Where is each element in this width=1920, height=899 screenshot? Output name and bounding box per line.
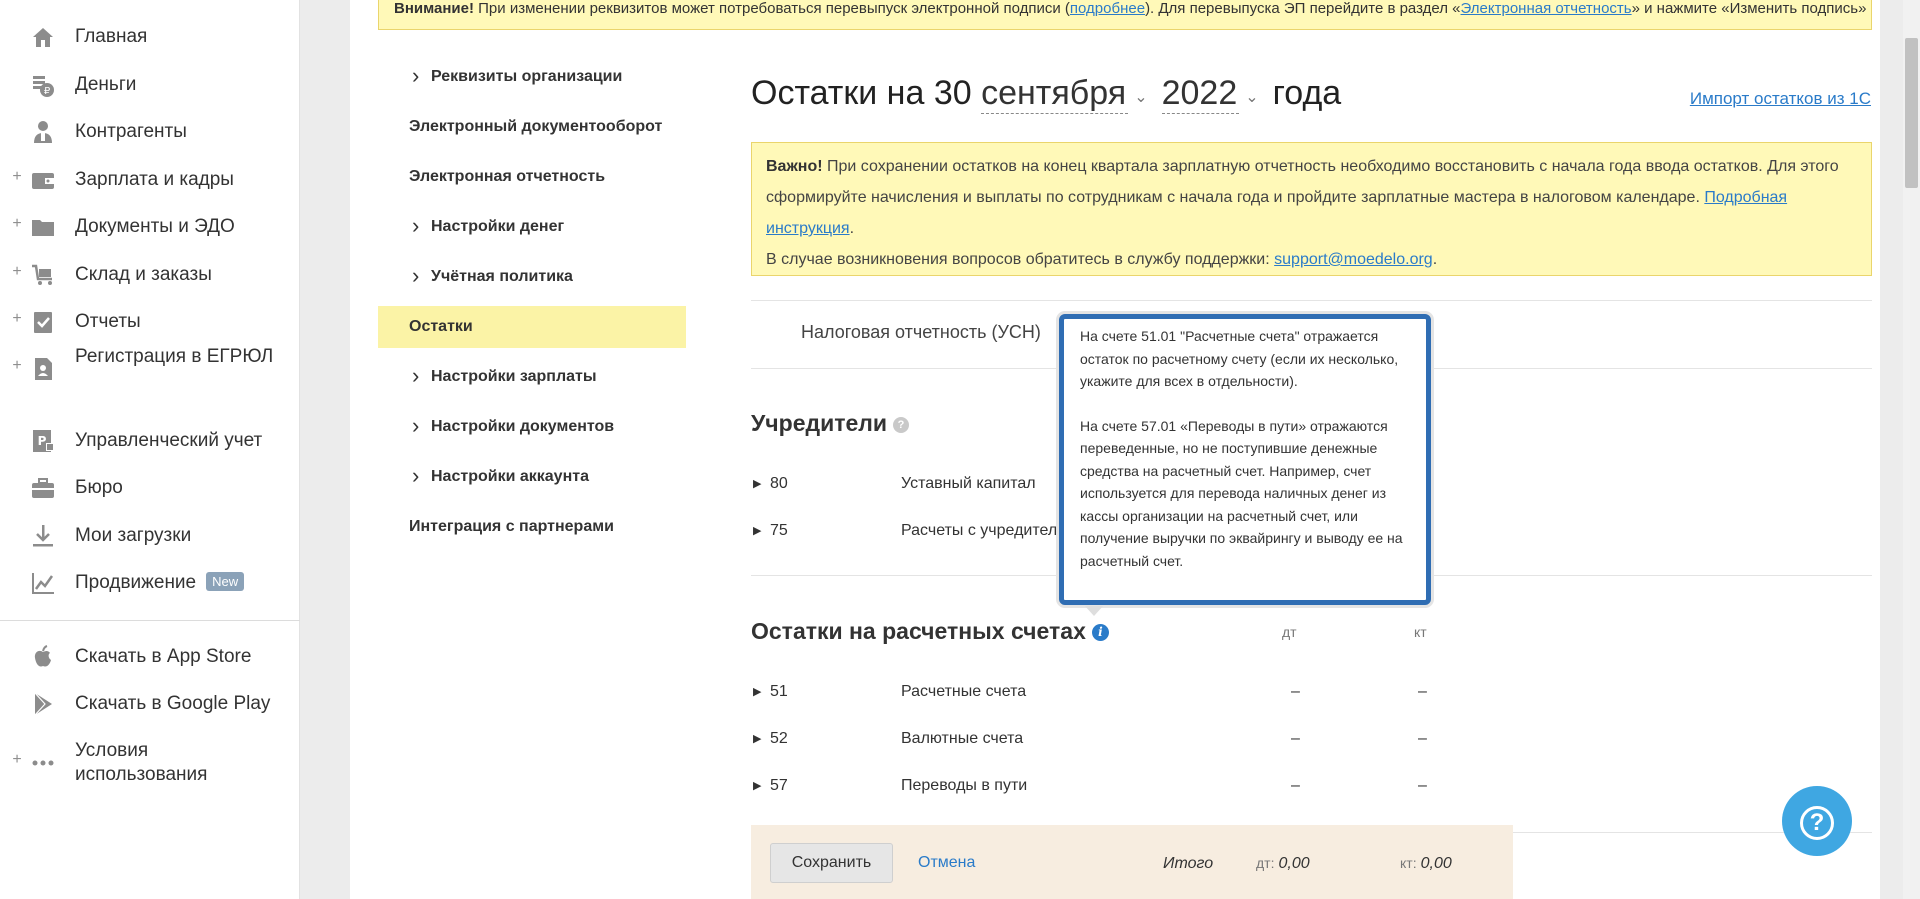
warning-bold: Внимание! [394, 0, 474, 17]
debit-value[interactable]: – [1291, 683, 1300, 700]
sidebar-item-label [75, 645, 251, 669]
debit-value[interactable]: – [1291, 730, 1300, 747]
sidebar-item-label [75, 571, 244, 595]
sidebar-item-label [75, 120, 187, 144]
notice-text: При сохранении остатков на конец квартала зарплатную отчетность необходимо восстановить с начала года ввода остатков. Для этого сформируйте начисления и выплаты по сотрудникам с начала года и пройдите зарплатные мастера в налоговом календаре. [766, 158, 1839, 206]
chevron-down-icon[interactable]: ⌄ [1245, 89, 1259, 106]
account-code: 51 [770, 683, 788, 700]
expand-plus-icon[interactable]: + [12, 357, 22, 374]
settings-menu-label: Остатки [409, 318, 473, 335]
chevron-down-icon[interactable]: ⌄ [1134, 89, 1148, 106]
settings-menu-label: Электронный документооборот [409, 118, 663, 135]
account-name: Расчетные счета [901, 683, 1027, 700]
report-icon [29, 308, 57, 336]
account-name: Переводы в пути [901, 777, 1028, 794]
total-kt-label: кт: [1400, 855, 1417, 871]
notice-text-after: . [849, 220, 855, 237]
founders-title [751, 410, 909, 437]
sidebar-item-text: Бюро [75, 477, 123, 498]
debit-value[interactable]: – [1291, 777, 1300, 794]
column-dt: дт [1282, 624, 1297, 640]
total-kt [1400, 855, 1452, 873]
management-icon [29, 427, 57, 455]
total-dt-value: 0,00 [1278, 855, 1310, 872]
account-name: Расчеты с учредител [901, 522, 1058, 539]
support-after: . [1432, 251, 1438, 268]
sidebar-item-label [75, 476, 123, 500]
month-select[interactable]: сентября [981, 74, 1127, 112]
tooltip-paragraph-2: На счете 57.01 «Переводы в пути» отражаются переведенные, но не поступившие денежные средства на расчетный счет. Например, счет используется для перевода наличных денег из кассы организации на расчетный счет, или получение выручки по эквайрингу и выводу ее на расчетный счет. [1080, 417, 1403, 569]
expand-triangle-icon[interactable]: ▶ [753, 525, 762, 537]
account-code: 52 [770, 730, 788, 747]
support-email-link[interactable]: support@moedelo.org [1274, 251, 1433, 268]
sidebar-item[interactable] [0, 166, 300, 194]
settings-menu-item[interactable] [378, 406, 686, 448]
warning-text-2: ). Для перевыпуска ЭП перейдите в раздел « [1145, 0, 1461, 17]
table-row [751, 683, 1511, 709]
settings-menu-item[interactable] [378, 306, 686, 348]
settings-menu-label: Настройки зарплаты [431, 368, 597, 385]
sidebar-item[interactable] [0, 23, 300, 51]
sidebar-item-text: Скачать в App Store [75, 646, 252, 667]
title-prefix: Остатки на 30 [751, 74, 972, 112]
import-1c-link[interactable]: Импорт остатков из 1С [1689, 89, 1871, 108]
money-icon [29, 71, 57, 99]
settings-menu-item[interactable] [378, 506, 686, 548]
column-kt: кт [1414, 624, 1427, 640]
sidebar-item-label [75, 310, 141, 334]
title-suffix: года [1272, 74, 1342, 112]
table-row [751, 730, 1511, 756]
expand-plus-icon[interactable]: + [12, 751, 22, 768]
settings-menu-item[interactable] [378, 356, 686, 398]
warning-ereporting-link[interactable]: Электронная отчетность [1460, 0, 1632, 17]
new-badge: New [206, 572, 244, 591]
sidebar-item[interactable] [0, 569, 300, 597]
svg-text:₽: ₽ [43, 86, 51, 97]
promotion-icon [29, 569, 57, 597]
scrollbar-thumb[interactable] [1905, 38, 1918, 188]
chevron-right-icon: › [412, 463, 420, 488]
download-icon [29, 522, 57, 550]
sidebar-item[interactable] [0, 522, 300, 550]
sidebar-item-text: Контрагенты [75, 121, 187, 142]
chevron-right-icon: › [412, 363, 420, 388]
warning-more-link[interactable]: подробнее [1069, 0, 1146, 17]
account-name: Уставный капитал [901, 475, 1036, 492]
credit-value[interactable]: – [1418, 683, 1427, 700]
sidebar-item[interactable] [0, 474, 300, 502]
sidebar-item-label [75, 215, 235, 239]
sidebar-item-label [75, 168, 234, 192]
sidebar [0, 0, 300, 899]
sidebar-item[interactable] [0, 346, 300, 383]
sidebar-item[interactable] [0, 118, 300, 146]
sidebar-item-label [75, 692, 270, 716]
sidebar-divider [0, 620, 300, 621]
sidebar-item-text: Регистрация в ЕГРЮЛ [75, 346, 274, 367]
save-button[interactable]: Сохранить [770, 843, 893, 883]
sidebar-item-text: Отчеты [75, 311, 141, 332]
credit-value[interactable]: – [1418, 730, 1427, 747]
cancel-link[interactable]: Отмена [918, 854, 976, 871]
total-dt [1256, 855, 1310, 873]
account-code: 57 [770, 777, 788, 794]
scrollbar[interactable] [1903, 0, 1920, 899]
credit-value[interactable]: – [1418, 777, 1427, 794]
sidebar-item-text: Склад и заказы [75, 264, 212, 285]
sidebar-item[interactable] [0, 261, 300, 289]
question-icon: ? [1800, 806, 1834, 840]
chevron-right-icon: › [412, 213, 420, 238]
expand-plus-icon[interactable]: + [12, 263, 22, 280]
sidebar-item-label [75, 429, 262, 453]
apple-icon [29, 643, 57, 671]
expand-plus-icon[interactable]: + [12, 168, 22, 185]
sidebar-item-text: Зарплата и кадры [75, 169, 234, 190]
briefcase-icon [29, 474, 57, 502]
total-dt-label: дт: [1256, 855, 1275, 871]
expand-triangle-icon[interactable]: ▶ [753, 686, 762, 698]
tooltip-tail [1085, 606, 1103, 616]
sidebar-item-text: Продвижение [75, 572, 197, 593]
info-icon[interactable]: i [1092, 624, 1109, 641]
question-icon[interactable]: ? [893, 417, 909, 433]
settings-menu-item[interactable] [378, 156, 686, 198]
support-text: В случае возникновения вопросов обратитесь в службу поддержки: [766, 251, 1275, 268]
page-title [751, 74, 1341, 114]
sidebar-item-text: Управленческий учет [75, 430, 263, 451]
folder-icon [29, 213, 57, 241]
notice-bold: Важно! [766, 158, 823, 175]
settings-menu-label: Настройки документов [431, 418, 615, 435]
account-code: 75 [770, 522, 788, 539]
settings-menu-label: Учётная политика [431, 268, 573, 285]
more-icon [29, 749, 57, 777]
google-play-icon [29, 690, 57, 718]
sidebar-item-text: Главная [75, 26, 148, 47]
sidebar-item[interactable] [0, 308, 300, 336]
settings-menu-label: Электронная отчетность [409, 168, 606, 185]
accounts-title [751, 618, 1109, 645]
tax-reporting-tab[interactable]: Налоговая отчетность (УСН) [801, 322, 1041, 342]
settings-menu-label: Реквизиты организации [431, 68, 623, 85]
total-kt-value: 0,00 [1420, 855, 1452, 872]
sidebar-item[interactable] [0, 71, 300, 99]
home-icon [29, 23, 57, 51]
settings-menu-item[interactable] [378, 206, 686, 248]
warning-text-1: При изменении реквизитов может потребоваться перевыпуск электронной подписи ( [473, 0, 1070, 17]
expand-plus-icon[interactable]: + [12, 310, 22, 327]
sidebar-item[interactable] [0, 643, 300, 671]
table-row [751, 777, 1511, 803]
sidebar-item-text: Документы и ЭДО [75, 216, 235, 237]
settings-menu-item[interactable] [378, 106, 686, 148]
contractors-icon [29, 118, 57, 146]
divider [751, 300, 1872, 301]
sidebar-item-label [75, 739, 285, 787]
sidebar-item-label [75, 73, 136, 97]
settings-menu-item[interactable] [378, 56, 686, 98]
wallet-icon [29, 166, 57, 194]
account-name: Валютные счета [901, 730, 1024, 747]
sidebar-item-label [75, 524, 191, 548]
expand-plus-icon[interactable]: + [12, 215, 22, 232]
sidebar-item[interactable] [0, 740, 300, 785]
svg-text:P: P [37, 434, 47, 448]
requisites-warning [378, 0, 1872, 30]
year-select[interactable]: 2022 [1161, 74, 1238, 112]
settings-menu-item[interactable] [378, 256, 686, 298]
settings-menu-label: Настройки аккаунта [431, 468, 589, 485]
important-notice [751, 142, 1872, 276]
founders-title-text: Учредители [751, 410, 888, 436]
total-label: Итого [1163, 855, 1214, 872]
settings-menu-label: Интеграция с партнерами [409, 518, 614, 535]
settings-menu-item[interactable] [378, 456, 686, 498]
sidebar-item-text: Мои загрузки [75, 525, 192, 546]
sidebar-item[interactable] [0, 690, 300, 718]
sidebar-item-label [75, 263, 212, 287]
chevron-right-icon: › [412, 263, 420, 288]
accounts-info-tooltip [1059, 314, 1431, 605]
instruction-link[interactable]: Подробная инструкция [766, 189, 1788, 237]
sidebar-item-text: Деньги [75, 74, 137, 95]
expand-triangle-icon[interactable]: ▶ [753, 780, 762, 792]
account-code: 80 [770, 475, 788, 492]
sidebar-item-text: Условия использования [75, 740, 208, 785]
sidebar-item-label [75, 345, 285, 369]
sidebar-item[interactable] [0, 427, 300, 455]
help-button[interactable] [1782, 786, 1852, 856]
sidebar-item-label [75, 25, 147, 49]
registration-icon [29, 355, 57, 383]
sidebar-item-text: Скачать в Google Play [75, 693, 271, 714]
chevron-right-icon: › [412, 413, 420, 438]
chevron-right-icon: › [412, 63, 420, 88]
settings-menu-label: Настройки денег [431, 218, 565, 235]
sidebar-item[interactable] [0, 213, 300, 241]
expand-triangle-icon[interactable]: ▶ [753, 478, 762, 490]
accounts-title-text: Остатки на расчетных счетах [751, 618, 1086, 644]
expand-triangle-icon[interactable]: ▶ [753, 733, 762, 745]
warning-text-3: » и нажмите «Изменить подпись» [1631, 0, 1867, 17]
tooltip-paragraph-1: На счете 51.01 "Расчетные счета" отражается остаток по расчетному счету (если их несколько, укажите для всех в отдельности). [1080, 328, 1399, 389]
cart-icon [29, 261, 57, 289]
